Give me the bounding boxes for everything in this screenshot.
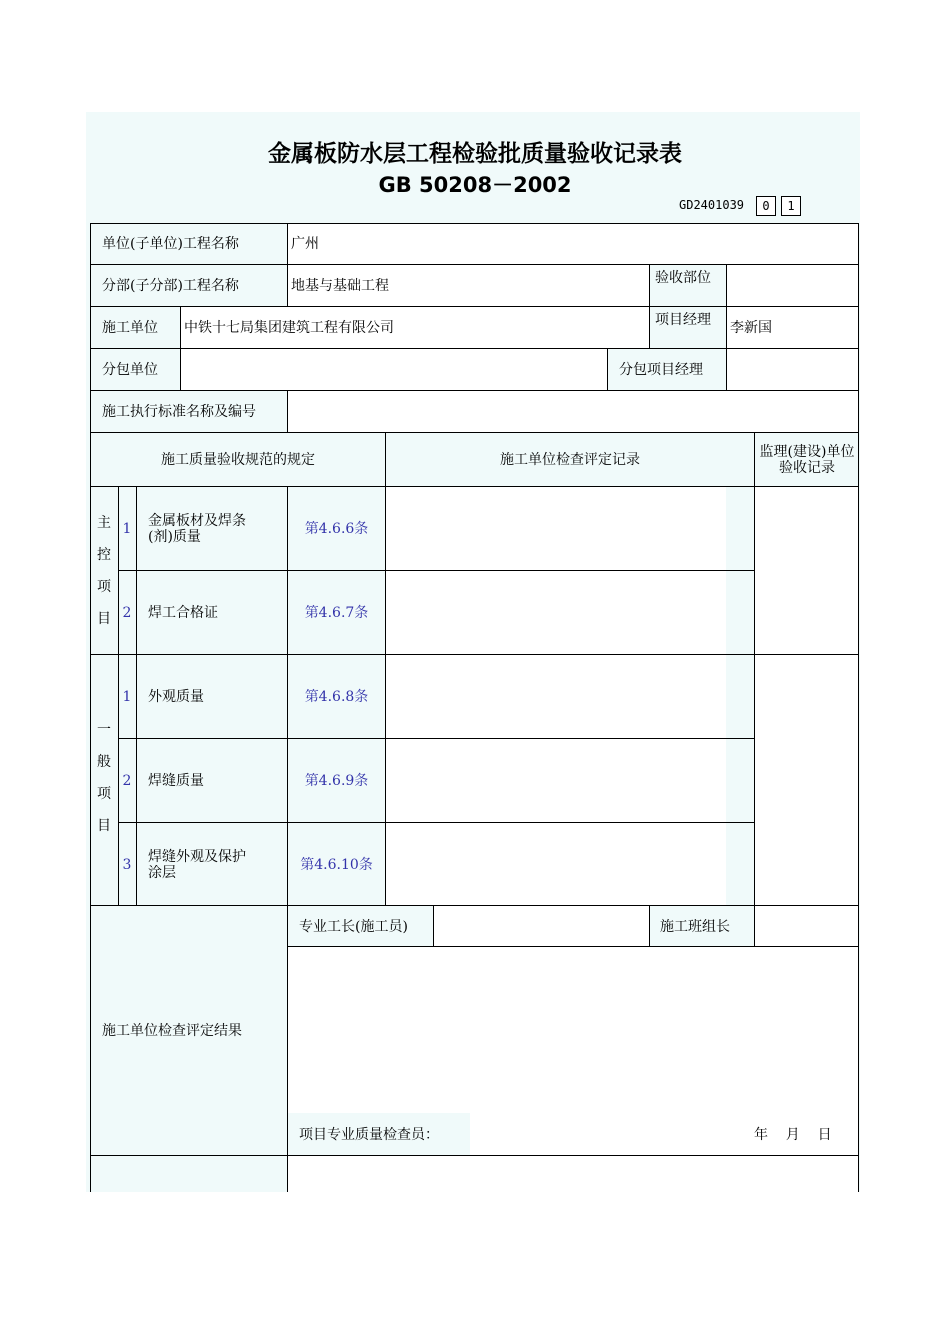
general-item-2-clause: 第4.6.9条 (304, 773, 369, 789)
main-control-label: 主 控 项 目 (97, 515, 111, 627)
general-label: 一 般 项 目 (97, 722, 111, 834)
code-digit-2[interactable]: 1 (781, 196, 801, 216)
form-code: GD2401039 (679, 198, 745, 212)
general-item-2-no: 2 (122, 773, 132, 789)
unit-project-value: 广州 (291, 236, 319, 252)
contractor-label: 施工单位 (102, 320, 158, 336)
sub-pm-label: 分包项目经理 (619, 362, 703, 378)
result-area[interactable] (287, 947, 859, 1113)
general-item-3-clause: 第4.6.10条 (300, 857, 373, 873)
spec-column-header: 施工质量验收规范的规定 (161, 452, 315, 468)
sub-project-value: 地基与基础工程 (291, 278, 389, 294)
general-item-1-no: 1 (122, 689, 132, 705)
general-item-3-name: 焊缝外观及保护 涂层 (148, 849, 246, 881)
standard-cell[interactable] (287, 391, 859, 433)
foreman-cell[interactable] (433, 905, 649, 947)
unit-project-cell[interactable] (287, 223, 859, 265)
record-column-header: 施工单位检查评定记录 (500, 452, 640, 468)
result-label: 施工单位检查评定结果 (102, 1023, 242, 1039)
main-item-1-no: 1 (122, 521, 132, 537)
form-title: 金属板防水层工程检验批质量验收记录表 (268, 141, 682, 167)
team-leader-cell[interactable] (754, 905, 859, 947)
main-item-2-name: 焊工合格证 (148, 605, 218, 621)
general-item-2-name: 焊缝质量 (148, 773, 204, 789)
general-item-3-no: 3 (122, 857, 132, 873)
foreman-label: 专业工长(施工员) (299, 919, 408, 935)
subcontractor-label: 分包单位 (102, 362, 158, 378)
supervisor-area[interactable] (754, 487, 859, 905)
supervisor-column-header: 监理(建设)单位验收记录 (759, 444, 855, 476)
inspection-part-label: 验收部位 (655, 270, 711, 286)
main-item-1-clause: 第4.6.6条 (304, 521, 369, 537)
code-digit-1[interactable]: 0 (756, 196, 776, 216)
main-item-2-clause: 第4.6.7条 (304, 605, 369, 621)
project-manager-value: 李新国 (730, 320, 772, 336)
sub-project-label: 分部(子分部)工程名称 (102, 278, 239, 294)
project-manager-label: 项目经理 (655, 312, 711, 328)
contractor-value: 中铁十七局集团建筑工程有限公司 (184, 320, 394, 336)
date-label: 年 月 日 (754, 1127, 832, 1143)
record-area[interactable] (385, 487, 726, 905)
subcontractor-cell[interactable] (180, 349, 607, 391)
standard-label: 施工执行标准名称及编号 (102, 404, 256, 420)
unit-project-label: 单位(子单位)工程名称 (102, 236, 239, 252)
main-item-1-name: 金属板材及焊条 (剂)质量 (148, 513, 246, 545)
sub-pm-cell[interactable] (726, 349, 859, 391)
general-item-1-name: 外观质量 (148, 689, 204, 705)
form-standard: GB 50208－2002 (378, 173, 572, 197)
inspection-part-cell[interactable] (726, 265, 859, 307)
inspector-label: 项目专业质量检查员： (299, 1127, 439, 1143)
general-item-1-clause: 第4.6.8条 (304, 689, 369, 705)
team-leader-label: 施工班组长 (660, 919, 730, 935)
supervisor-conclusion-area[interactable] (287, 1155, 859, 1192)
main-item-2-no: 2 (122, 605, 132, 621)
